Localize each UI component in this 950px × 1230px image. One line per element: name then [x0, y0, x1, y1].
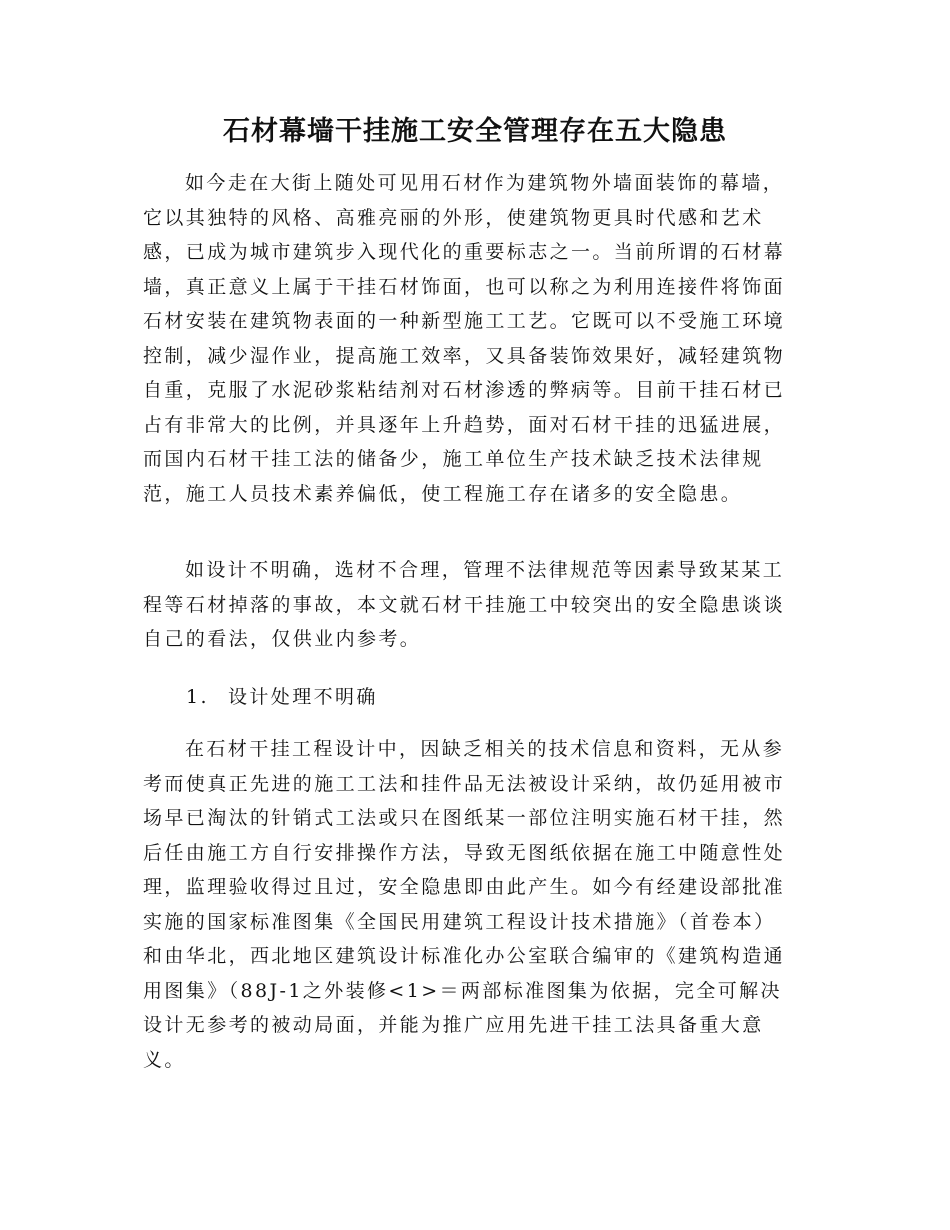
text-line: 考而使真正先进的施工工法和挂件品无法被设计采纳，故仍延用被市: [143, 772, 786, 795]
section-heading-text: 设计处理不明确: [228, 686, 378, 708]
section-heading: [186, 680, 378, 714]
paragraph-context: [143, 553, 803, 657]
text-line: 它以其独特的风格、高雅亮丽的外形，使建筑物更具时代感和艺术: [143, 206, 764, 229]
text-line: 控制，减少湿作业，提高施工效率，又具备装饰效果好，减轻建筑物: [143, 344, 786, 367]
text-line: 感，已成为城市建筑步入现代化的重要标志之一。当前所谓的石材幕: [143, 241, 786, 263]
text-line: 自己的看法，仅供业内参考。: [143, 628, 422, 650]
section-number: 1.: [186, 686, 209, 708]
text-line: 场早已淘汰的针销式工法或只在图纸某一部位注明实施石材干挂，然: [143, 807, 786, 829]
text-line: 占有非常大的比例，并具逐年上升趋势，面对石材干挂的迅猛进展，: [143, 413, 786, 436]
text-line: 理，监理验收得过且过，安全隐患即由此产生。如今有经建设部批准: [143, 876, 786, 898]
text-line: 实施的国家标准图集《全国民用建筑工程设计技术措施》（首卷本）: [143, 910, 776, 933]
text-line: 后任由施工方自行安排操作方法，导致无图纸依据在施工中随意性处: [143, 841, 786, 864]
text-line: 设计无参考的被动局面，并能为推广应用先进干挂工法具备重大意: [143, 1014, 764, 1036]
text-line: 自重，克服了水泥砂浆粘结剂对石材渗透的弊病等。目前干挂石材已: [143, 379, 786, 401]
text-line: 范，施工人员技术素养偏低，使工程施工存在诸多的安全隐患。: [143, 482, 743, 505]
text-line: 程等石材掉落的事故，本文就石材干挂施工中较突出的安全隐患谈谈: [143, 593, 786, 616]
text-line: 用图集》（88J-1之外装修<1>＝两部标准图集为依据，完全可解决: [143, 979, 782, 1002]
text-line: 和由华北，西北地区建筑设计标准化办公室联合编审的《建筑构造通: [143, 945, 786, 967]
paragraph-design: [143, 732, 803, 1077]
text-line: 如设计不明确，选材不合理，管理不法律规范等因素导致某某工: [185, 559, 785, 581]
document-title: 石材幕墙干挂施工安全管理存在五大隐患: [223, 116, 727, 147]
text-line: 石材安装在建筑物表面的一种新型施工工艺。它既可以不受施工环境: [143, 310, 786, 332]
text-line: 在石材干挂工程设计中，因缺乏相关的技术信息和资料，无从参: [185, 738, 785, 760]
paragraph-intro: [143, 166, 803, 511]
text-line: 而国内石材干挂工法的储备少，施工单位生产技术缺乏技术法律规: [143, 448, 764, 470]
text-line: 墙，真正意义上属于干挂石材饰面，也可以称之为利用连接件将饰面: [143, 275, 786, 298]
text-line: 如今走在大街上随处可见用石材作为建筑物外墙面装饰的幕墙，: [185, 172, 785, 194]
text-line: 义。: [143, 1048, 186, 1071]
